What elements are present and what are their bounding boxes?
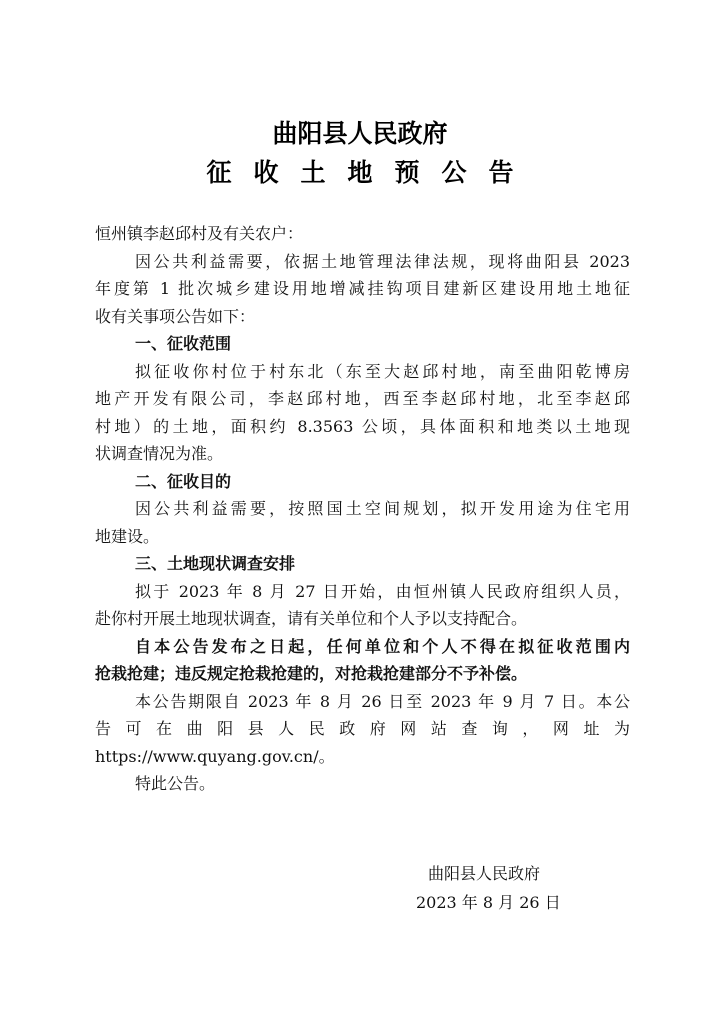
section-heading-survey: 三、土地现状调查安排 (135, 554, 296, 573)
section-line: 状调查情况为准。 (95, 444, 224, 463)
section-line: 因公共利益需要，按照国土空间规划，拟开发用途为住宅用 (135, 499, 630, 518)
notice-body (95, 220, 630, 798)
intro-line: 收有关事项公告如下： (95, 306, 256, 326)
addressee: 恒州镇李赵邱村及有关农户： (95, 224, 304, 243)
warning-line: 自本公告发布之日起，任何单位和个人不得在拟征收范围内 (135, 636, 630, 656)
section-line: 赴你村开展土地现状调查，请有关单位和个人予以支持配合。 (95, 609, 528, 628)
signature-org: 曲阳县人民政府 (428, 864, 541, 883)
period-line: 告可在曲阳县人民政府网站查询，网址为 (95, 719, 630, 738)
section-line: 村地）的土地，面积约 8.3563 公顷，具体面积和地类以土地现 (95, 416, 630, 436)
section-line: 拟于 2023 年 8 月 27 日开始，由恒州镇人民政府组织人员， (135, 581, 630, 601)
warning-line: 抢栽抢建；违反规定抢栽抢建的，对抢栽抢建部分不予补偿。 (95, 664, 528, 683)
section-line: 地产开发有限公司，李赵邱村地，西至李赵邱村地，北至李赵邱 (95, 389, 630, 408)
section-heading-scope: 一、征收范围 (135, 334, 232, 353)
closing-line: 特此公告。 (135, 774, 216, 793)
period-line: 本公告期限自 2023 年 8 月 26 日至 2023 年 9 月 7 日。本公 (135, 691, 630, 711)
notice-subtitle: 征收土地预公告 (206, 158, 536, 187)
section-heading-purpose: 二、征收目的 (135, 471, 232, 491)
notice-title: 曲阳县人民政府 (272, 119, 448, 148)
section-line: 拟征收你村位于村东北（东至大赵邱村地，南至曲阳乾博房 (135, 361, 630, 381)
intro-line: 因公共利益需要，依据土地管理法律法规，现将曲阳县 2023 (135, 251, 630, 271)
section-line: 地建设。 (95, 526, 160, 546)
signature-date: 2023 年 8 月 26 日 (416, 893, 561, 912)
intro-line: 年度第 1 批次城乡建设用地增减挂钩项目建新区建设用地土地征 (95, 279, 630, 298)
website-url: https://www.quyang.gov.cn/。 (95, 746, 335, 766)
